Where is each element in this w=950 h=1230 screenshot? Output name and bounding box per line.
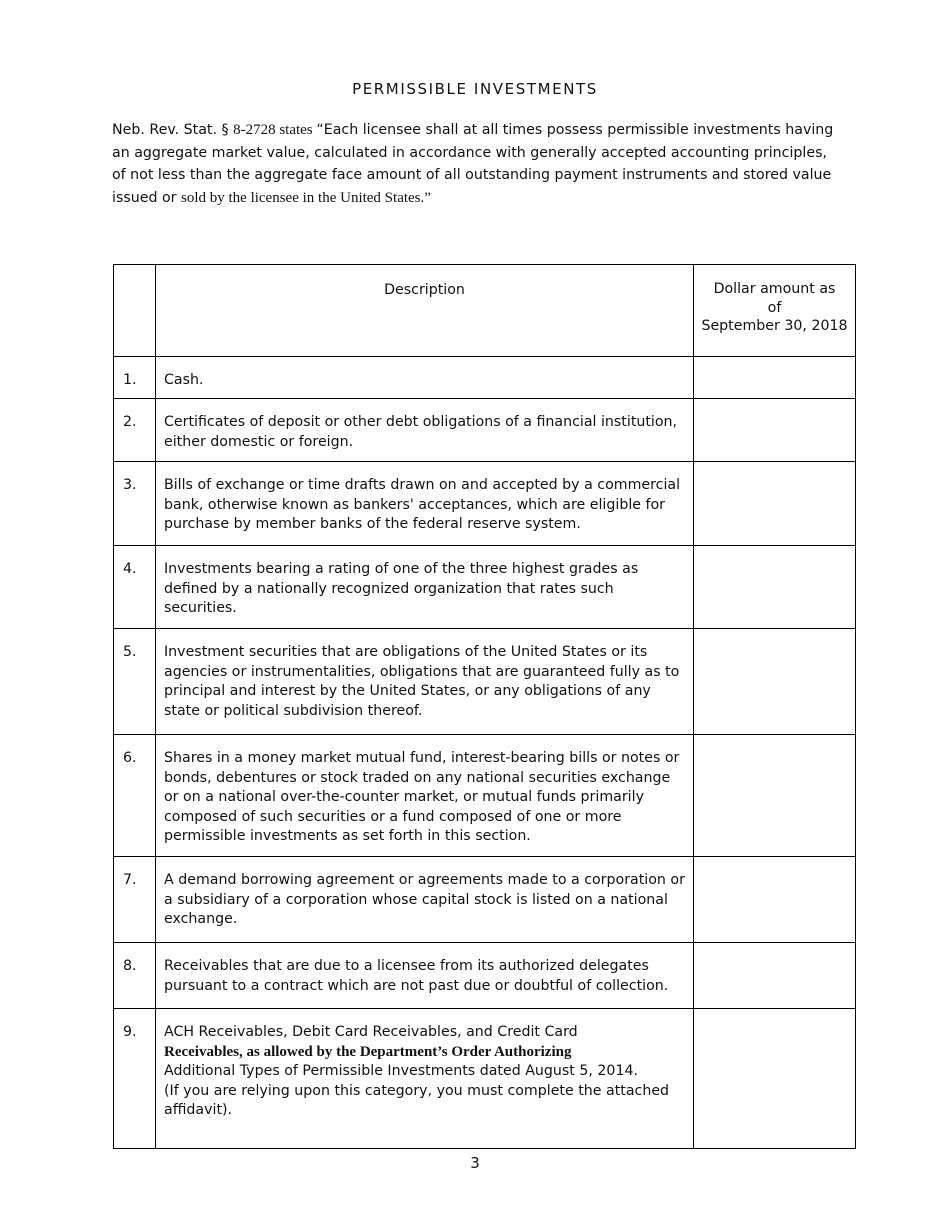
amount-input-cell[interactable] [694, 462, 856, 546]
header-amount [694, 265, 856, 357]
header-amount-line2: of [767, 299, 782, 316]
amount-input-cell[interactable] [694, 357, 856, 399]
row-description: A demand borrowing agreement or agreements made to a corporation or a subsidiary of a corporation whose capital stock is listed on a national exchange. [156, 857, 694, 943]
intro-citation: 8-2728 states [233, 122, 317, 138]
amount-input-cell[interactable] [694, 735, 856, 857]
row-description: Shares in a money market mutual fund, interest-bearing bills or notes or bonds, debentures or stock traded on any national securities exchange or on a national over-the-counter market, or mutual funds primarily composed of such securities or a fund composed of one or more permissible investments as set forth in this section. [156, 735, 694, 857]
header-description: Description [156, 265, 694, 357]
row-description [156, 1009, 694, 1149]
row-number: 9. [114, 1009, 156, 1149]
intro-paragraph [112, 119, 842, 210]
intro-text-end: sold by the licensee in the United States.” [180, 190, 431, 207]
header-amount-line3: September 30, 2018 [701, 318, 848, 334]
row9-line3: Additional Types of Permissible Investments dated August 5, 2014. [164, 1063, 639, 1079]
table-row [114, 943, 856, 1009]
header-number-cell [114, 265, 156, 357]
amount-input-cell[interactable] [694, 629, 856, 735]
row-description: Cash. [156, 357, 694, 399]
row-number: 1. [114, 357, 156, 399]
row-number: 5. [114, 629, 156, 735]
amount-input-cell[interactable] [694, 943, 856, 1009]
table-row [114, 546, 856, 629]
row-description: Certificates of deposit or other debt obligations of a financial institution, either domestic or foreign. [156, 399, 694, 462]
row-number: 4. [114, 546, 156, 629]
table-row [114, 1009, 856, 1149]
amount-input-cell[interactable] [694, 1009, 856, 1149]
row9-line4: (If you are relying upon this category, you must complete the attached affidavit). [164, 1082, 670, 1118]
table-row [114, 462, 856, 546]
table-row [114, 629, 856, 735]
intro-text-main: “Each licensee shall at all times possess permissible investments having an aggregate market value, calculated in accordance with generally accepted accounting principles, of not less than the aggregate face amount of all outstanding payment instruments and stored value issued or [112, 122, 834, 207]
investments-table [113, 264, 856, 1149]
row-number: 8. [114, 943, 156, 1009]
amount-input-cell[interactable] [694, 546, 856, 629]
amount-input-cell[interactable] [694, 857, 856, 943]
table-row [114, 735, 856, 857]
row-number: 6. [114, 735, 156, 857]
row-description: Bills of exchange or time drafts drawn on and accepted by a commercial bank, otherwise known as bankers' acceptances, which are eligible for purchase by member banks of the federal reserve system. [156, 462, 694, 546]
page-title: PERMISSIBLE INVESTMENTS [352, 80, 598, 98]
table-header-row [114, 265, 856, 357]
intro-text-start: Neb. Rev. Stat. § [112, 122, 234, 138]
table-row [114, 357, 856, 399]
table-row [114, 399, 856, 462]
row-description: Receivables that are due to a licensee from its authorized delegates pursuant to a contract which are not past due or doubtful of collection. [156, 943, 694, 1009]
row-number: 2. [114, 399, 156, 462]
row9-line2: Receivables, as allowed by the Department’s Order Authorizing [164, 1043, 572, 1060]
row9-line1: ACH Receivables, Debit Card Receivables, and Credit Card [164, 1024, 578, 1040]
row-description: Investment securities that are obligations of the United States or its agencies or instrumentalities, obligations that are guaranteed fully as to principal and interest by the United States, or any obligations of any state or political subdivision thereof. [156, 629, 694, 735]
row-number: 3. [114, 462, 156, 546]
header-amount-line1: Dollar amount as [713, 281, 836, 297]
row-description: Investments bearing a rating of one of the three highest grades as defined by a nationally recognized organization that rates such securities. [156, 546, 694, 629]
amount-input-cell[interactable] [694, 399, 856, 462]
row-number: 7. [114, 857, 156, 943]
table-row [114, 857, 856, 943]
page-number: 3 [470, 1154, 480, 1172]
